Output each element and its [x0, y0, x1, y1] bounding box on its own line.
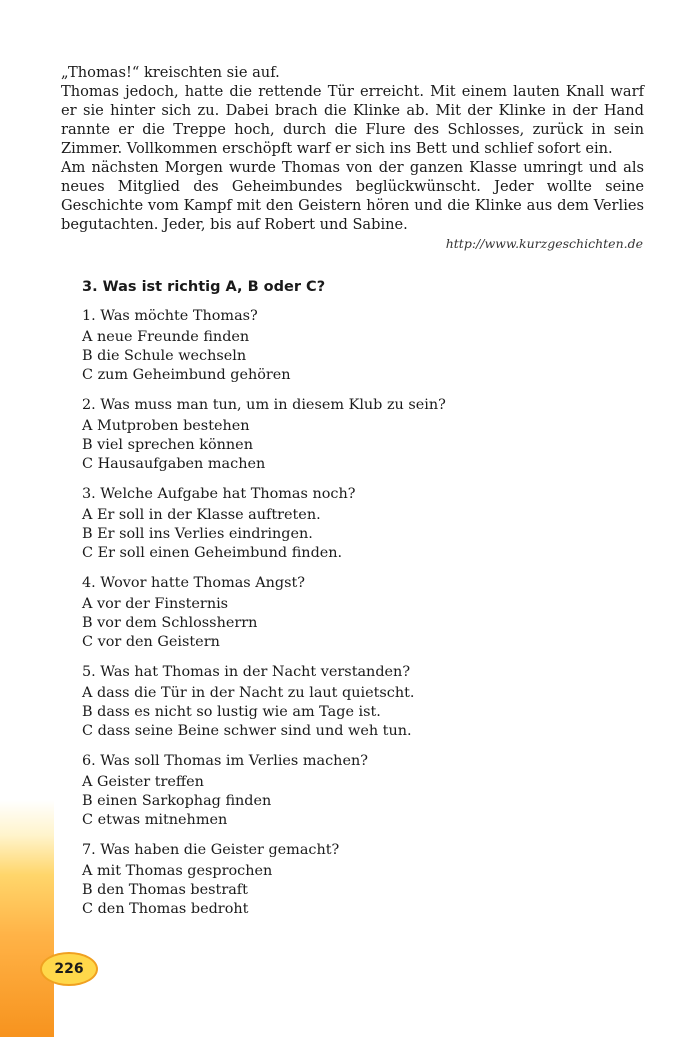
- story-paragraph: Am nächsten Morgen wurde Thomas von der ganzen Klasse umringt und als neues Mitglied des Geheimbundes beglückwünscht. Jeder wollte seine Geschichte vom Kampf mit den Geistern hören und die Klinke aus dem Verlies begutachten. Jeder, bis auf Robert und Sabine.: [61, 159, 644, 233]
- answer-option-a: A Geister treffen: [82, 774, 204, 790]
- story-paragraph: Thomas jedoch, hatte die rettende Tür erreicht. Mit einem lauten Knall warf er sie hinter sich zu. Dabei brach die Klinke ab. Mit der Klinke in der Hand rannte er die Treppe hoch, durch die Flure des Schlosses, zurück in sein Zimmer. Vollkommen erschöpft warf er sich ins Bett und schlief sofort ein.: [61, 83, 644, 157]
- question-text: 2. Was muss man tun, um in diesem Klub zu sein?: [82, 397, 446, 413]
- story-text: [61, 63, 644, 234]
- question-text: 6. Was soll Thomas im Verlies machen?: [82, 753, 368, 769]
- story-paragraph: „Thomas!“ kreischten sie auf.: [61, 64, 280, 81]
- question-5: [82, 663, 642, 741]
- answer-option-a: A Er soll in der Klasse auftreten.: [82, 507, 321, 523]
- question-text: 3. Welche Aufgabe hat Thomas noch?: [82, 486, 356, 502]
- answer-option-c: C dass seine Beine schwer sind und weh tun.: [82, 723, 412, 739]
- question-text: 7. Was haben die Geister gemacht?: [82, 842, 340, 858]
- answer-option-c: C etwas mitnehmen: [82, 812, 228, 828]
- answer-option-b: B einen Sarkophag finden: [82, 793, 272, 809]
- answer-option-a: A dass die Tür in der Nacht zu laut quietscht.: [82, 685, 415, 701]
- answer-option-a: A neue Freunde finden: [82, 329, 250, 345]
- answer-option-c: C Hausaufgaben machen: [82, 456, 266, 472]
- answer-option-b: B den Thomas bestraft: [82, 882, 248, 898]
- question-3: [82, 485, 642, 563]
- answer-option-b: B dass es nicht so lustig wie am Tage ist.: [82, 704, 381, 720]
- answer-option-a: A mit Thomas gesprochen: [82, 863, 273, 879]
- question-text: 5. Was hat Thomas in der Nacht verstanden?: [82, 664, 411, 680]
- exercise-title: 3. Was ist richtig A, B oder C?: [82, 279, 326, 295]
- question-1: [82, 307, 642, 385]
- source-citation: http://www.kurzgeschichten.de: [445, 236, 643, 251]
- answer-option-b: B die Schule wechseln: [82, 348, 247, 364]
- question-text: 4. Wovor hatte Thomas Angst?: [82, 575, 306, 591]
- page-margin-decoration: [0, 0, 54, 1037]
- answer-option-c: C den Thomas bedroht: [82, 901, 249, 917]
- answer-option-b: B Er soll ins Verlies eindringen.: [82, 526, 313, 542]
- answer-option-c: C Er soll einen Geheimbund finden.: [82, 545, 343, 561]
- question-2: [82, 396, 642, 474]
- page-number-badge: 226: [40, 952, 98, 986]
- question-7: [82, 841, 642, 919]
- answer-option-b: B viel sprechen können: [82, 437, 253, 453]
- answer-option-a: A Mutproben bestehen: [82, 418, 250, 434]
- answer-option-c: C zum Geheimbund gehören: [82, 367, 291, 383]
- exercise-section: [82, 277, 642, 930]
- answer-option-a: A vor der Finsternis: [82, 596, 229, 612]
- question-6: [82, 752, 642, 830]
- question-4: [82, 574, 642, 652]
- question-text: 1. Was möchte Thomas?: [82, 308, 258, 324]
- answer-option-b: B vor dem Schlossherrn: [82, 615, 258, 631]
- answer-option-c: C vor den Geistern: [82, 634, 220, 650]
